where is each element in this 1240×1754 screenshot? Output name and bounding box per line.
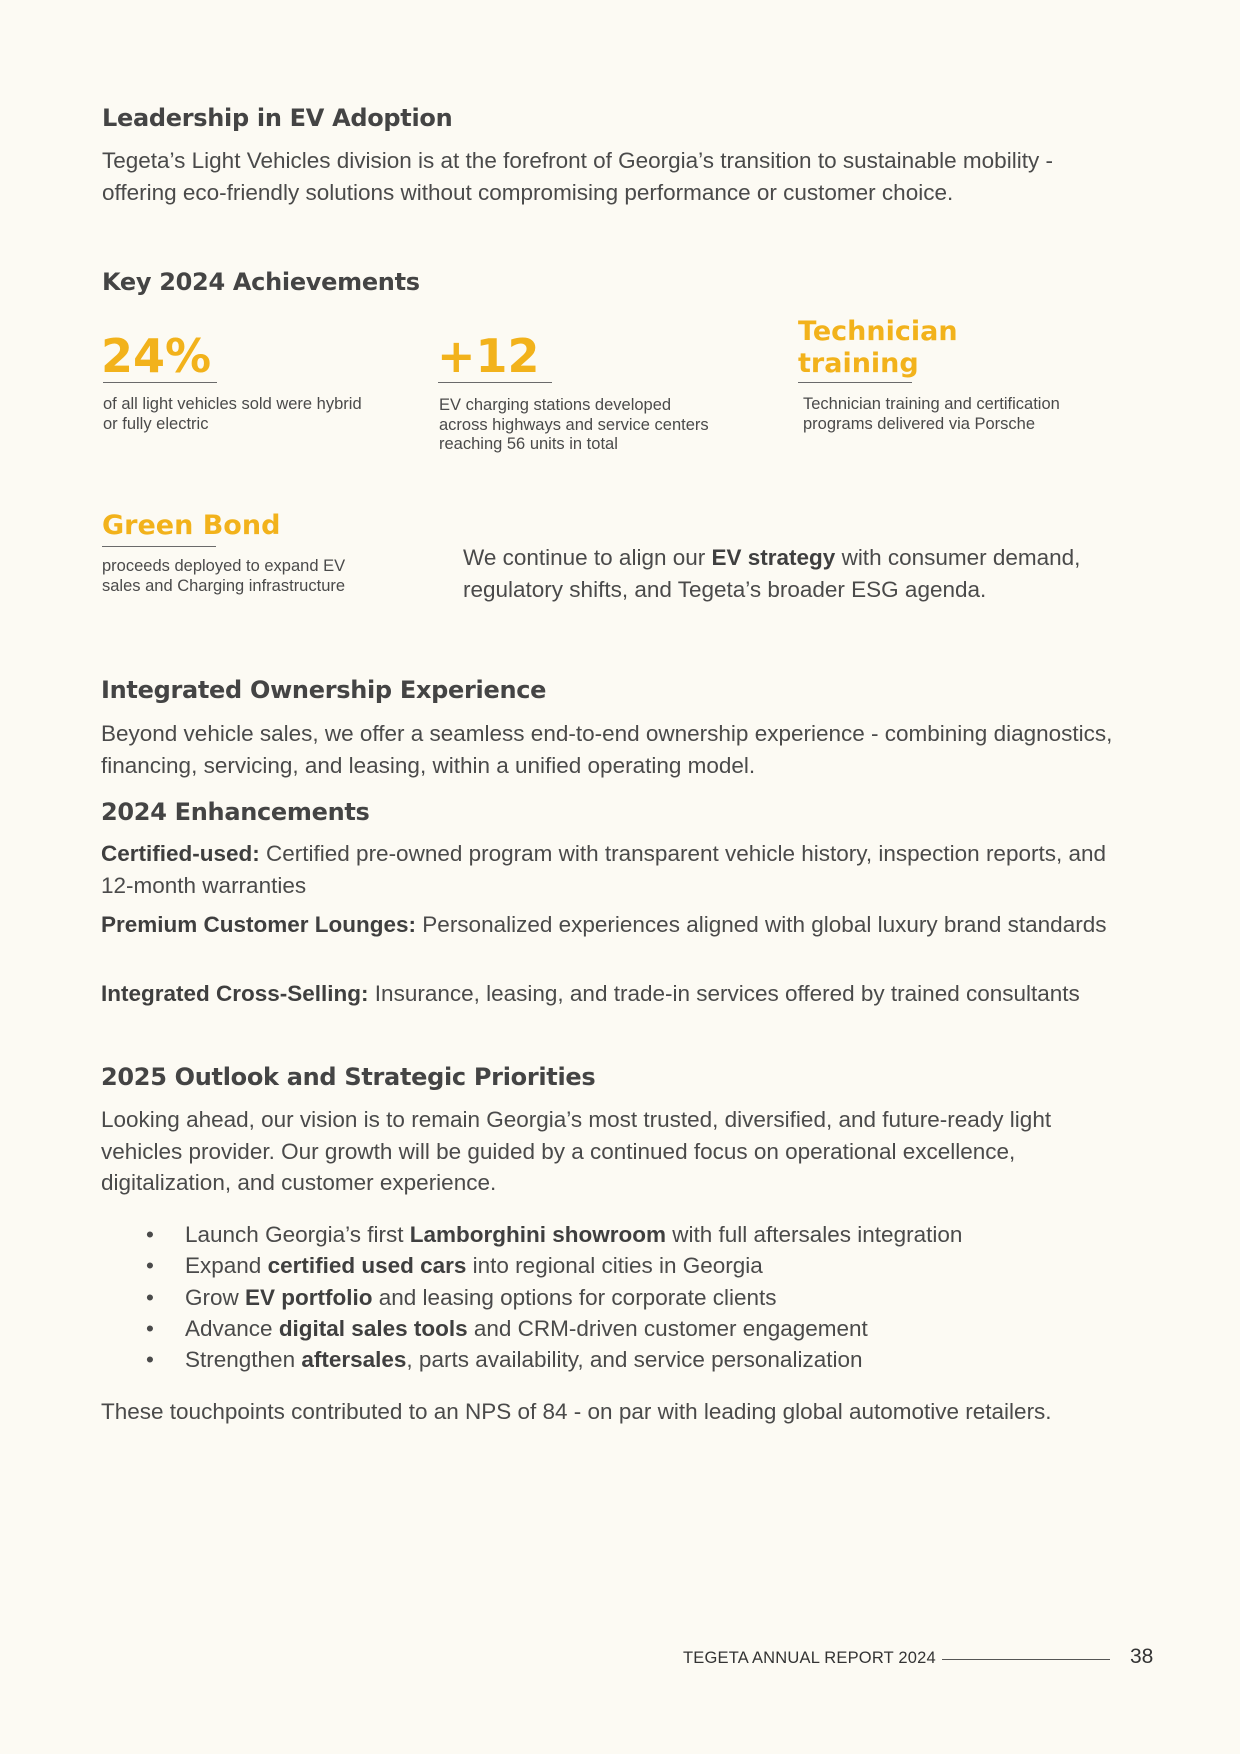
page-number: 38 xyxy=(1130,1645,1154,1668)
achievements-heading: Key 2024 Achievements xyxy=(102,268,420,296)
list-item: • Advance digital sales tools and CRM-driven customer engagement xyxy=(140,1313,1100,1344)
enhancement-label: Certified-used: xyxy=(101,841,260,866)
stat-value: 24% xyxy=(101,329,212,383)
bullet-icon: • xyxy=(146,1253,154,1279)
stat-value: +12 xyxy=(437,329,540,383)
list-item: • Launch Georgia’s first Lamborghini showroom with full aftersales integration xyxy=(140,1219,1100,1250)
stat-divider xyxy=(438,382,552,383)
stat-divider xyxy=(102,546,216,547)
list-item: • Expand certified used cars into regional cities in Georgia xyxy=(140,1250,1100,1281)
nps-closing: These touchpoints contributed to an NPS of 84 - on par with leading global automotive retailers. xyxy=(101,1399,1052,1424)
priorities-list xyxy=(140,1219,1100,1375)
enhancements-heading: 2024 Enhancements xyxy=(101,798,370,826)
enhancement-cross-selling: Integrated Cross-Selling: Insurance, leasing, and trade-in services offered by trained consultants xyxy=(101,981,1080,1006)
enhancement-premium-lounges: Premium Customer Lounges: Personalized experiences aligned with global luxury brand standards xyxy=(101,912,1107,937)
stat-divider xyxy=(798,382,912,383)
enhancement-certified-used: Certified-used: Certified pre-owned program with transparent vehicle history, inspection reports, and 12-month warranties xyxy=(101,841,1107,898)
outlook-heading: 2025 Outlook and Strategic Priorities xyxy=(101,1063,596,1091)
ev-strategy-note: We continue to align our EV strategy with consumer demand, regulatory shifts, and Tegeta’s broader ESG agenda. xyxy=(463,545,1081,602)
ownership-body: Beyond vehicle sales, we offer a seamless end-to-end ownership experience - combining diagnostics, financing, servicing, and leasing, within a unified operating model. xyxy=(101,721,1113,778)
stat-divider xyxy=(103,382,217,383)
footer-divider xyxy=(942,1659,1110,1660)
leadership-heading: Leadership in EV Adoption xyxy=(102,104,453,132)
stat-description: EV charging stations developed across highways and service centers reaching 56 units in total xyxy=(439,396,709,453)
stat-value: Green Bond xyxy=(102,510,281,541)
enhancement-label: Integrated Cross-Selling: xyxy=(101,981,369,1006)
bullet-icon: • xyxy=(146,1284,154,1310)
enhancement-label: Premium Customer Lounges: xyxy=(101,912,417,937)
bullet-icon: • xyxy=(146,1222,154,1247)
outlook-body: Looking ahead, our vision is to remain Georgia’s most trusted, diversified, and future-ready light vehicles provider. Our growth will be guided by a continued focus on operational excellence, digitalization, and customer experience. xyxy=(101,1107,1052,1195)
list-item: • Grow EV portfolio and leasing options for corporate clients xyxy=(140,1282,1100,1313)
ev-strategy-emphasis: EV strategy xyxy=(711,545,836,570)
leadership-body: Tegeta’s Light Vehicles division is at the forefront of Georgia’s transition to sustainable mobility - offering eco-friendly solutions without compromising performance or customer choice. xyxy=(102,148,1053,205)
stat-description: Technician training and certification programs delivered via Porsche xyxy=(803,395,1060,433)
footer-report-title: TEGETA ANNUAL REPORT 2024 xyxy=(683,1649,936,1667)
bullet-icon: • xyxy=(146,1315,154,1341)
bullet-icon: • xyxy=(146,1347,154,1373)
stat-value: Technician training xyxy=(798,316,958,379)
ownership-heading: Integrated Ownership Experience xyxy=(101,676,547,704)
list-item: • Strengthen aftersales, parts availability, and service personalization xyxy=(140,1344,1100,1375)
stat-description: proceeds deployed to expand EV sales and Charging infrastructure xyxy=(102,557,346,595)
stat-description: of all light vehicles sold were hybrid or fully electric xyxy=(103,395,362,433)
